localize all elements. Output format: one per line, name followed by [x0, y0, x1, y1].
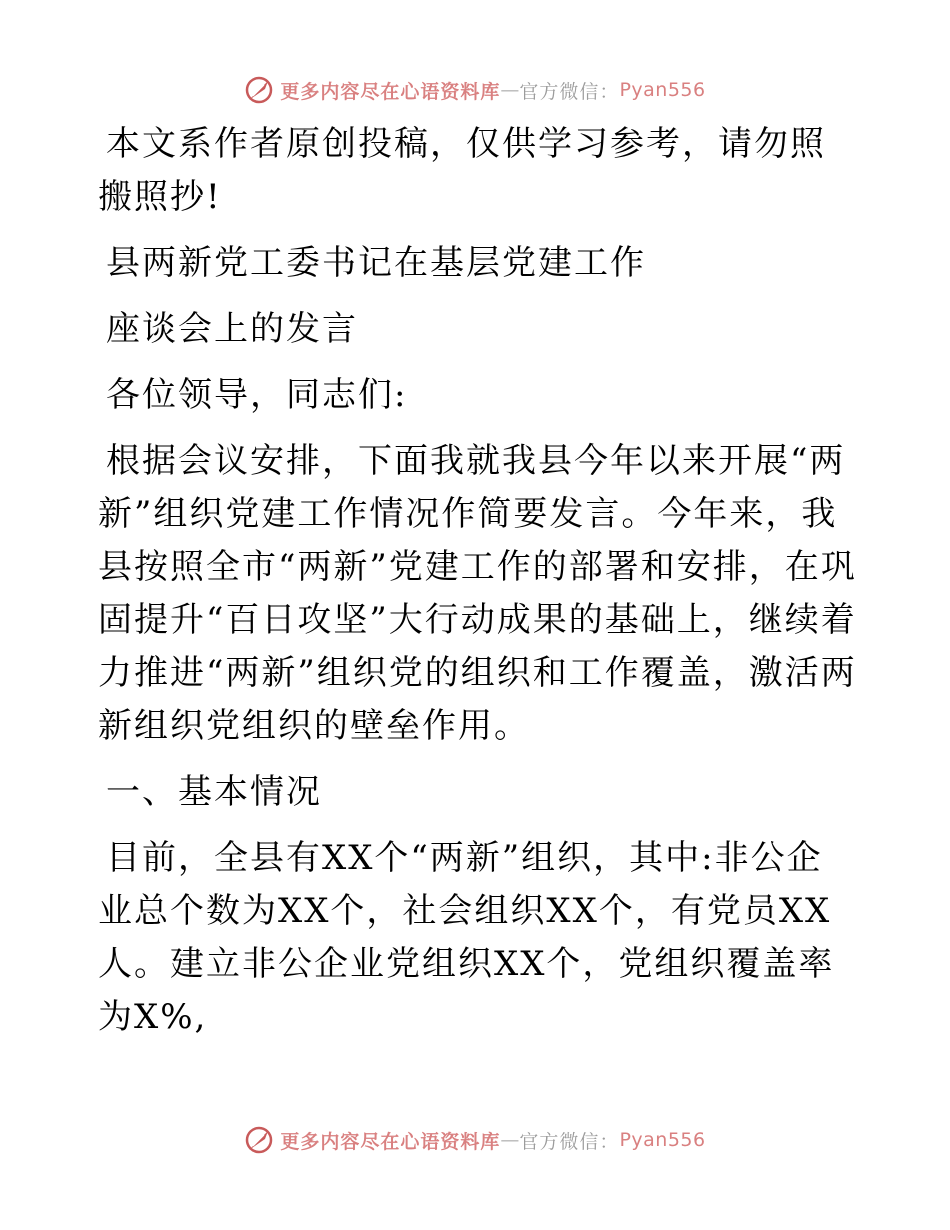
banner-dash: — — [500, 1129, 520, 1151]
title-line-1: 县两新党工委书记在基层党建工作 — [106, 243, 646, 283]
banner-sub-text: 官方微信： — [519, 80, 620, 103]
header-watermark-banner — [0, 70, 950, 110]
banner-account: Pyan556 — [619, 1129, 706, 1151]
banner-main-text: 更多内容尽在心语资料库 — [280, 1130, 501, 1153]
intro-paragraph: 根据会议安排，下面我就我县今年以来开展“两新”组织党建工作情况作简要发言。今年来，我县按照全市“两新”党建工作的部署和安排，在巩固提升“百日攻坚”大行动成果的基础上，继续着力推进“两新”组织党的组织和工作覆盖，激活两新组织党组织的壁垒作用。 — [98, 441, 857, 746]
footer-watermark-banner — [0, 1120, 950, 1160]
banner-account: Pyan556 — [619, 79, 706, 101]
title-line-2: 座谈会上的发言 — [106, 309, 358, 349]
banner-dash: — — [500, 79, 520, 101]
banner-sub-text: 官方微信： — [519, 1130, 620, 1153]
basic-situation-paragraph: 目前，全县有XX个“两新”组织，其中:非公企业总个数为XX个，社会组织XX个，有党员XX人。建立非公企业党组织XX个，党组织覆盖率为X%, — [98, 838, 835, 1037]
banner-main-text: 更多内容尽在心语资料库 — [280, 80, 501, 103]
section-heading: 一、基本情况 — [106, 772, 322, 812]
quill-logo-icon — [244, 1125, 274, 1155]
quill-logo-icon — [244, 75, 274, 105]
disclaimer-paragraph: 本文系作者原创投稿，仅供学习参考，请勿照搬照抄! — [98, 124, 826, 217]
document-body — [98, 118, 858, 1057]
salutation: 各位领导，同志们: — [106, 375, 408, 415]
